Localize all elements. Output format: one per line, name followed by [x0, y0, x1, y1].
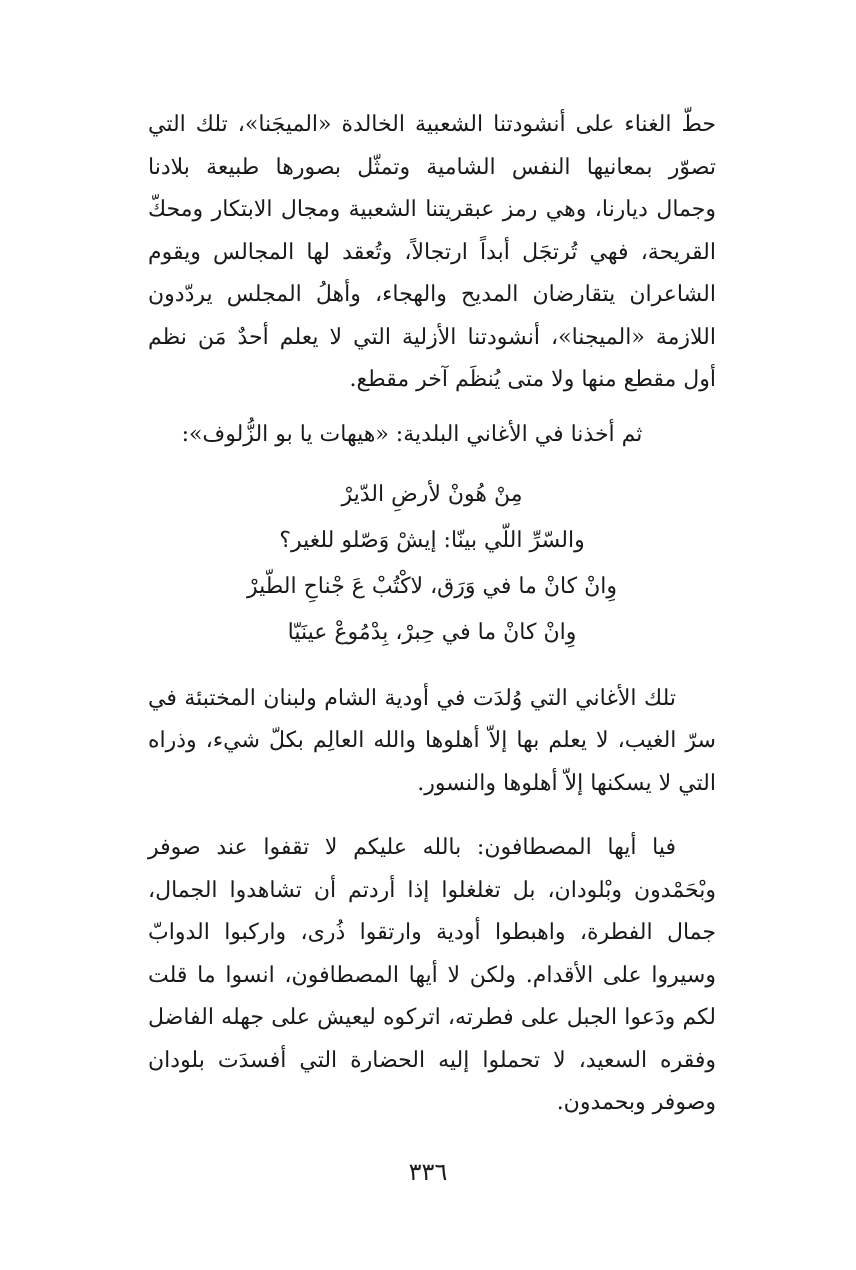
poem-block	[148, 472, 716, 656]
poem-verse: وِانْ كانْ ما في وَرَق، لاكْتُبْ عَ جْناحِ الطّيرْ	[246, 573, 618, 599]
paragraph-mijana	[148, 104, 716, 402]
paragraph-text: حطّ الغناء على أنشودتنا الشعبية الخالدة «الميجَنا»، تلك التي تصوّر بمعانيها النفس الشامية وتمثّل بصورها طبيعة بلادنا وجمال ديارنا، وهي رمز عبقريتنا الشعبية ومجال الابتكار ومحكّ القريحة، فهي تُرتجَل أبداً ارتجالاً، وتُعقد لها المجالس ويقوم الشاعران يتقارضان المديح والهجاء، وأهلُ المجلس يردّدون اللازمة «الميجنا»، أنشودتنا الأزلية التي لا يعلم أحدٌ مَن نظم أول مقطع منها ولا متى يُنظَم آخر مقطع.	[148, 112, 716, 392]
paragraph-songs	[148, 678, 716, 806]
paragraph-vacationers	[148, 827, 716, 1125]
poem-verse: والسّرِّ اللّي بينّا: إيشْ وَصّلو للغير؟	[279, 527, 585, 553]
paragraph-text: فيا أيها المصطافون: بالله عليكم لا تقفوا عند صوفر وبْحَمْدون وبْلودان، بل تغلغلوا إذا أردتم أن تشاهدوا الجمال، جمال الفطرة، واهبطوا أودية وارتقوا ذُرى، واركبوا الدوابّ وسيروا على الأقدام. ولكن لا أيها المصطافون، انسوا ما قلت لكم ودَعوا الجبل على فطرته، اتركوه ليعيش على جهله الفاضل وفقره السعيد، لا تحملوا إليه الحضارة التي أفسدَت بلودان وصوفر وبحمدون.	[148, 835, 716, 1115]
paragraph-text: تلك الأغاني التي وُلدَت في أودية الشام ولبنان المختبئة في سرّ الغيب، لا يعلم بها إلاّ أهلوها والله العالِم بكلّ شيء، وذراه التي لا يسكنها إلاّ أهلوها والنسور.	[148, 685, 716, 796]
song-intro-line: ثم أخذنا في الأغاني البلدية: «هيهات يا بو الزُّلوف»:	[181, 421, 643, 447]
book-page	[148, 104, 716, 1125]
poem-verse: مِنْ هُونْ لأرضِ الدّيرْ	[341, 481, 523, 507]
page-number: ٣٣٦	[408, 1158, 448, 1186]
poem-verse: وِانْ كانْ ما في حِبرْ، بِدْمُوعْ عينَيّا	[287, 619, 577, 645]
